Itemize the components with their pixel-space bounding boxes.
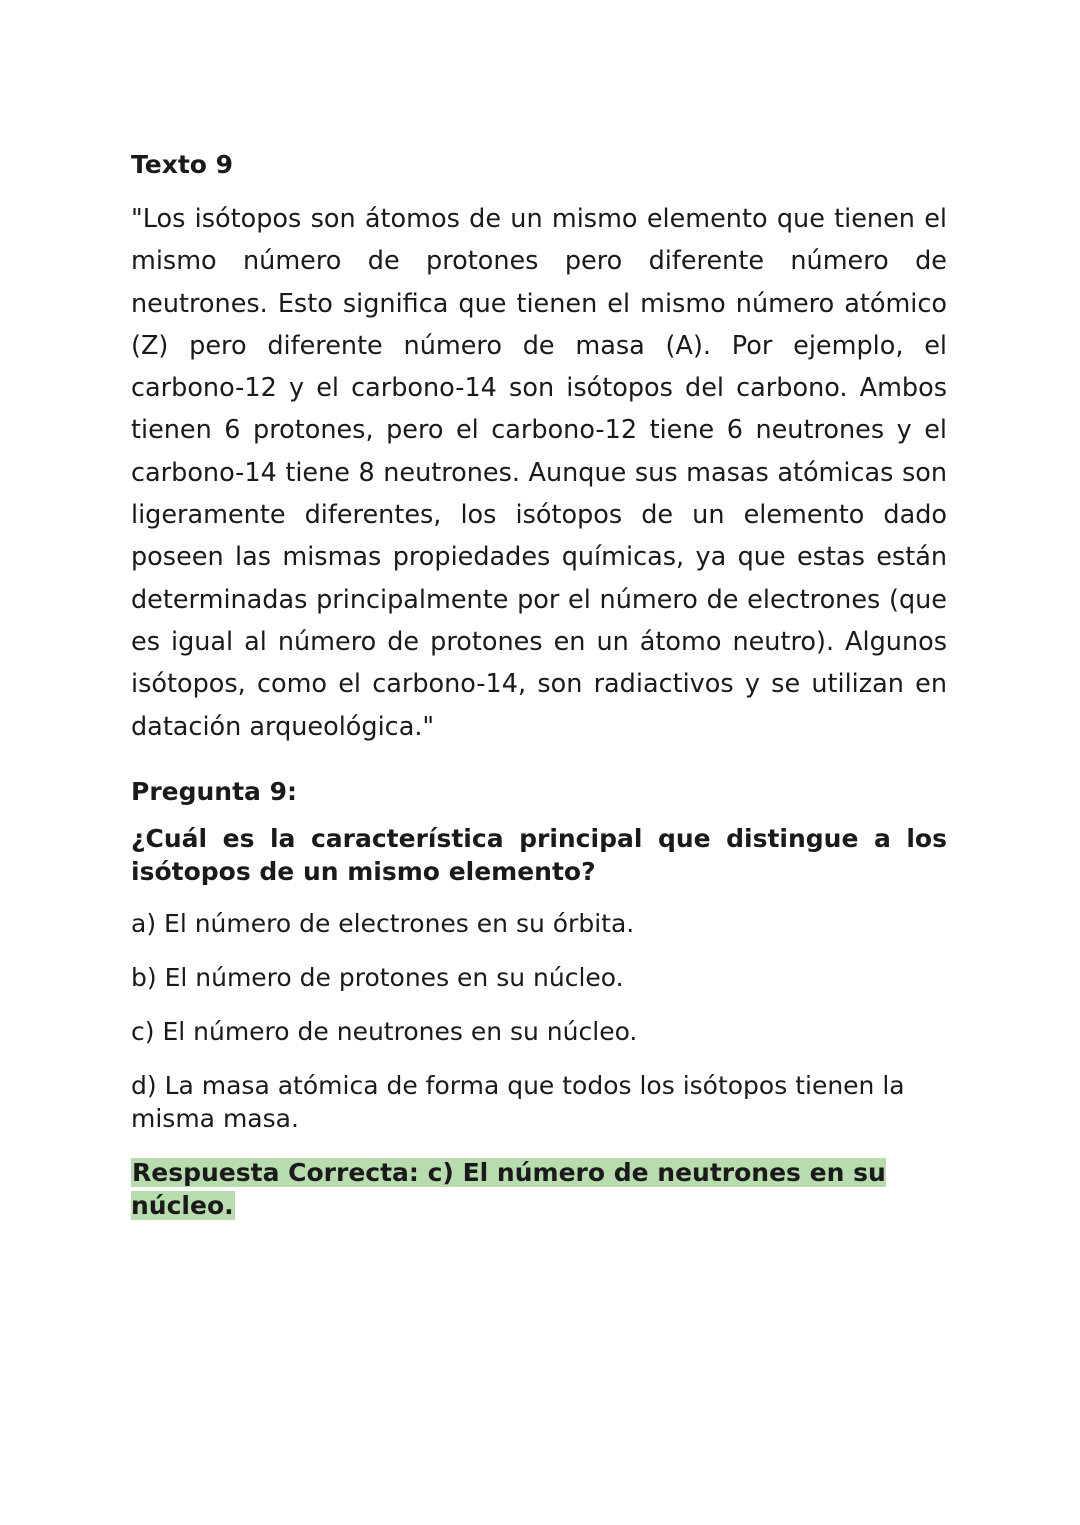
- option-d: d) La masa atómica de forma que todos los isótopos tienen la misma masa.: [131, 1070, 905, 1133]
- option-a: a) El número de electrones en su órbita.: [131, 908, 635, 938]
- question-text: ¿Cuál es la característica principal que distingue a los isótopos de un mismo elemento?: [131, 823, 947, 886]
- passage-text: "Los isótopos son átomos de un mismo elemento que tienen el mismo número de protones pero diferente número de neutrones. Esto significa que tienen el mismo número atómico (Z) pero diferente número de masa (A). Por ejemplo, el carbono-12 y el carbono-14 son isótopos del carbono. Ambos tienen 6 protones, pero el carbono-12 tiene 6 neutrones y el carbono-14 tiene 8 neutrones. Aunque sus masas atómicas son ligeramente diferentes, los isótopos de un elemento dado poseen las mismas propiedades químicas, ya que estas están determinadas principalmente por el número de electrones (que es igual al número de protones en un átomo neutro). Algunos isótopos, como el carbono-14, son radiactivos y se utilizan en datación arqueológica.": [131, 204, 947, 742]
- option-c: c) El número de neutrones en su núcleo.: [131, 1016, 638, 1046]
- option-b: b) El número de protones en su núcleo.: [131, 962, 624, 992]
- document-page: [131, 143, 947, 1222]
- correct-answer-highlight: Respuesta Correcta: c) El número de neutrones en su núcleo.: [131, 1157, 886, 1220]
- section-title: Texto 9: [131, 150, 234, 179]
- correct-answer: [131, 1156, 947, 1222]
- question-heading: Pregunta 9:: [131, 776, 298, 806]
